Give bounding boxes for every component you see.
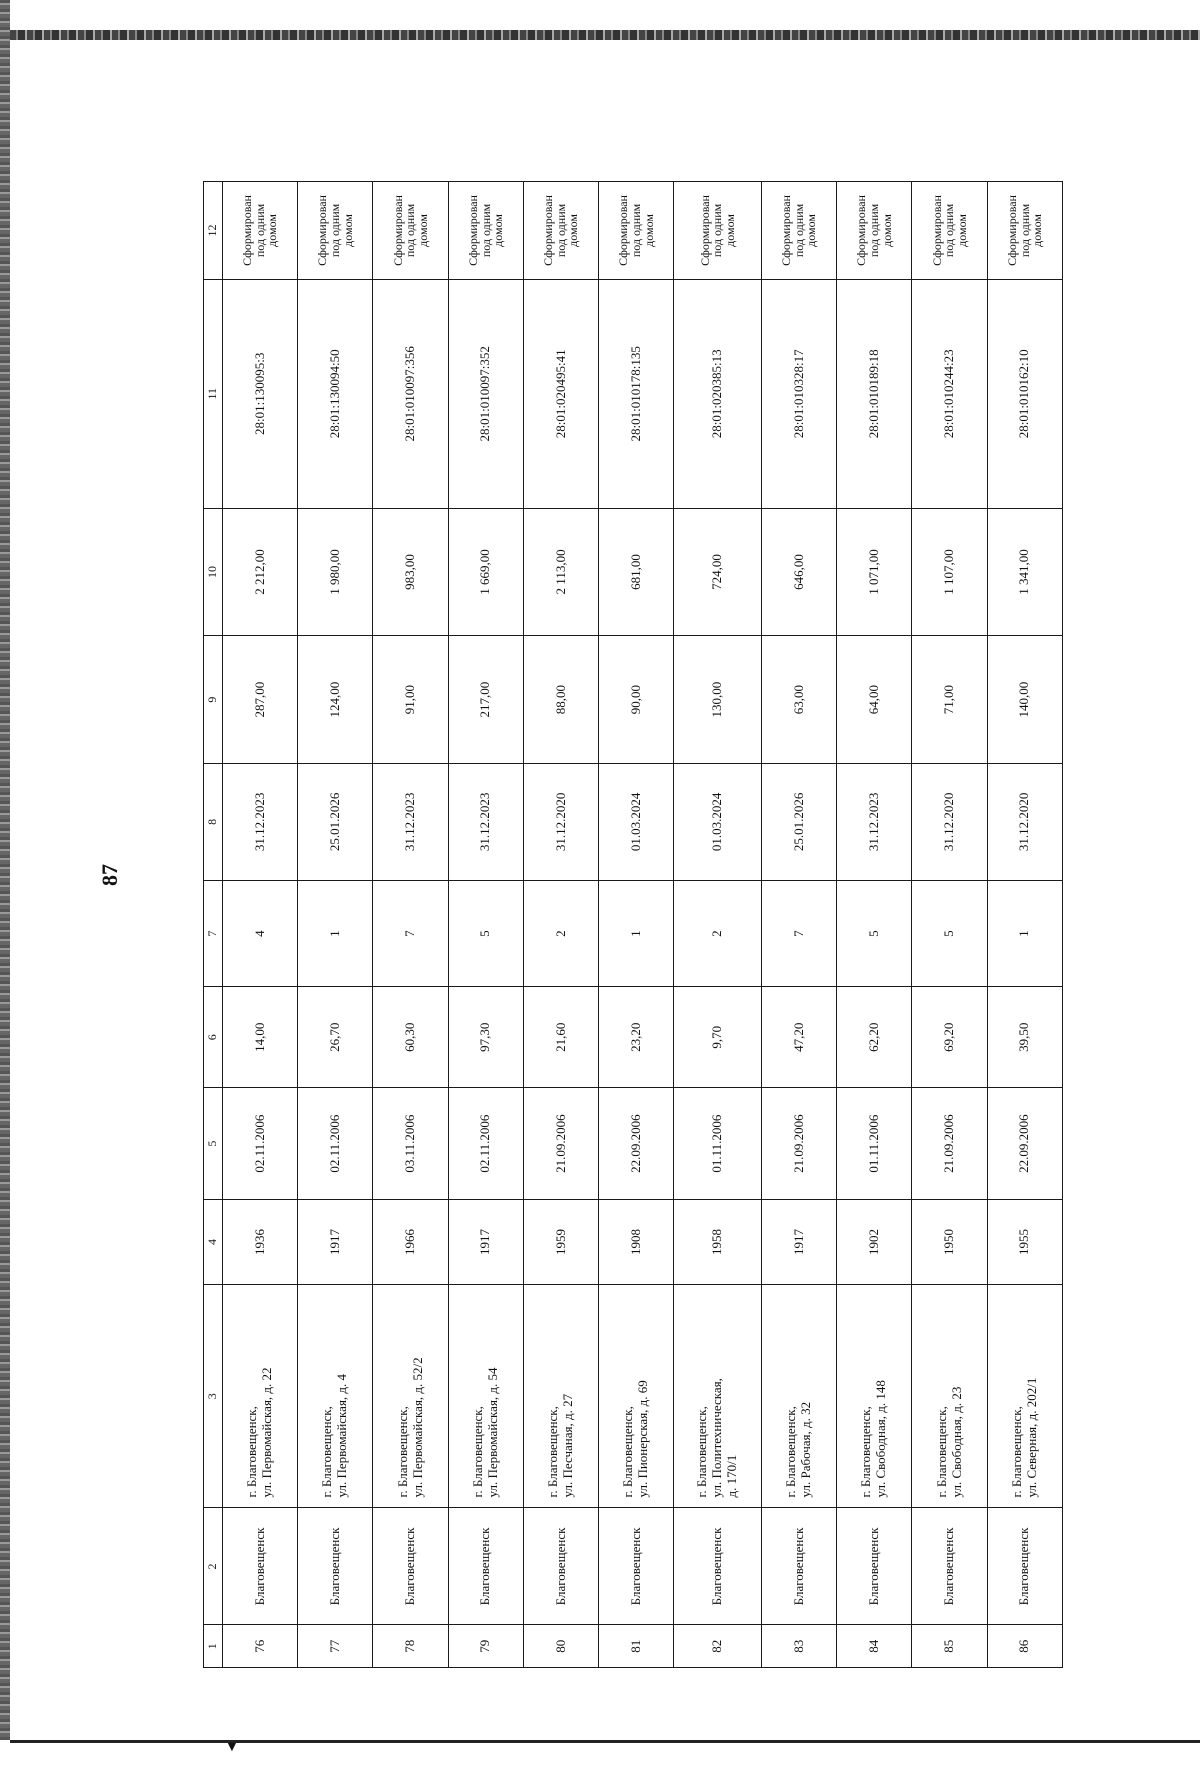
cell-status-line: домом	[804, 214, 819, 247]
cell-value: 1 669,00	[448, 508, 523, 636]
cell-cadastral-number: 28:01:130095:3	[223, 279, 298, 508]
cell-status-line: Сформирован	[616, 195, 631, 266]
cell-address	[373, 1285, 448, 1508]
cell-value: 124,00	[298, 636, 373, 764]
cell-status-line: под одним	[403, 203, 418, 258]
cell-status-line: домом	[491, 214, 506, 247]
cell-count: 7	[762, 880, 837, 986]
column-header: 4	[204, 1199, 223, 1284]
cell-row-number: 78	[373, 1625, 448, 1668]
column-header: 10	[204, 508, 223, 636]
cell-area: 60,30	[373, 987, 448, 1088]
cell-row-number: 82	[674, 1625, 762, 1668]
cell-year: 1959	[523, 1199, 598, 1284]
cell-cadastral-number: 28:01:010178:135	[599, 279, 674, 508]
cell-date: 01.11.2006	[674, 1088, 762, 1200]
cell-address	[762, 1285, 837, 1508]
cell-date: 02.11.2006	[448, 1088, 523, 1200]
cell-address-line: ул. Первомайская, д. 54	[484, 1367, 500, 1498]
cell-status-line: домом	[954, 214, 969, 247]
cell-address-line: г. Благовещенск,	[319, 1406, 335, 1498]
cell-status	[912, 182, 987, 280]
column-header: 12	[204, 182, 223, 280]
cell-cadastral-number: 28:01:010189:18	[837, 279, 912, 508]
registry-table-container	[203, 181, 1063, 1668]
cell-status	[599, 182, 674, 280]
cell-status	[223, 182, 298, 280]
cell-area: 69,20	[912, 987, 987, 1088]
cell-status-line: Сформирован	[240, 195, 255, 266]
cell-address-line: г. Благовещенск,	[783, 1406, 799, 1498]
cell-value: 983,00	[373, 508, 448, 636]
table-row	[298, 182, 373, 1668]
cell-status-line: под одним	[553, 203, 568, 258]
table-row	[448, 182, 523, 1668]
column-header: 6	[204, 987, 223, 1088]
cell-area: 9,70	[674, 987, 762, 1088]
table-row	[762, 182, 837, 1668]
cell-row-number: 77	[298, 1625, 373, 1668]
cell-value: 681,00	[599, 508, 674, 636]
cell-status-line: домом	[879, 214, 894, 247]
cell-address-line: ул. Свободная, д. 23	[948, 1386, 964, 1498]
cell-cadastral-number: 28:01:010328:17	[762, 279, 837, 508]
table-row	[223, 182, 298, 1668]
cell-value: 71,00	[912, 636, 987, 764]
cell-address-line: ул. Свободная, д. 148	[873, 1380, 889, 1498]
cell-status-line: Сформирован	[390, 195, 405, 266]
cell-cadastral-number: 28:01:010097:352	[448, 279, 523, 508]
cell-date: 21.09.2006	[762, 1088, 837, 1200]
page-number: 87	[97, 864, 122, 886]
cell-address-line: ул. Первомайская, д. 4	[334, 1373, 350, 1498]
cell-value: 1 071,00	[837, 508, 912, 636]
cell-date: 25.01.2026	[298, 763, 373, 880]
cell-year: 1966	[373, 1199, 448, 1284]
cell-date: 01.11.2006	[837, 1088, 912, 1200]
cell-status-line: Сформирован	[779, 195, 794, 266]
cell-area: 26,70	[298, 987, 373, 1088]
cell-date: 25.01.2026	[762, 763, 837, 880]
cell-status-line: Сформирован	[1004, 195, 1019, 266]
cell-date: 01.03.2024	[674, 763, 762, 880]
cell-row-number: 81	[599, 1625, 674, 1668]
cell-status	[298, 182, 373, 280]
cell-city: Благовещенск	[837, 1508, 912, 1625]
cell-count: 2	[674, 880, 762, 986]
cell-address-line: ул. Первомайская, д. 52/2	[409, 1357, 425, 1498]
cell-address-line: г. Благовещенск,	[545, 1406, 561, 1498]
cell-area: 21,60	[523, 987, 598, 1088]
cell-status	[762, 182, 837, 280]
cell-status	[523, 182, 598, 280]
cell-year: 1902	[837, 1199, 912, 1284]
cell-status-line: Сформирован	[465, 195, 480, 266]
cell-address	[599, 1285, 674, 1508]
cell-area: 23,20	[599, 987, 674, 1088]
table-row	[674, 182, 762, 1668]
cell-row-number: 80	[523, 1625, 598, 1668]
cell-status-line: домом	[340, 214, 355, 247]
cell-year: 1955	[987, 1199, 1062, 1284]
table-row	[912, 182, 987, 1668]
column-header: 1	[204, 1625, 223, 1668]
cell-city: Благовещенск	[223, 1508, 298, 1625]
table-body	[223, 182, 1063, 1668]
table-row	[599, 182, 674, 1668]
cell-status-line: Сформирован	[541, 195, 556, 266]
cell-status-line: под одним	[628, 203, 643, 258]
column-header: 8	[204, 763, 223, 880]
cell-count: 5	[448, 880, 523, 986]
cell-address	[912, 1285, 987, 1508]
table-row	[373, 182, 448, 1668]
cell-date: 31.12.2020	[912, 763, 987, 880]
cell-status-line: Сформирован	[315, 195, 330, 266]
cell-date: 22.09.2006	[599, 1088, 674, 1200]
cell-cadastral-number: 28:01:010244:23	[912, 279, 987, 508]
cell-year: 1958	[674, 1199, 762, 1284]
cell-date: 02.11.2006	[298, 1088, 373, 1200]
cell-city: Благовещенск	[523, 1508, 598, 1625]
cell-value: 63,00	[762, 636, 837, 764]
cell-address-line: д. 170/1	[724, 1454, 740, 1498]
cell-address-line: г. Благовещенск,	[858, 1406, 874, 1498]
cell-address-line: г. Благовещенск,	[1008, 1406, 1024, 1498]
cell-count: 4	[223, 880, 298, 986]
cell-status-line: под одним	[252, 203, 267, 258]
cell-status	[837, 182, 912, 280]
cell-address-line: ул. Северная, д. 202/1	[1023, 1377, 1039, 1498]
cell-row-number: 79	[448, 1625, 523, 1668]
column-header: 9	[204, 636, 223, 764]
cell-year: 1917	[298, 1199, 373, 1284]
cell-address-line: г. Благовещенск,	[620, 1406, 636, 1498]
cell-cadastral-number: 28:01:020385:13	[674, 279, 762, 508]
cell-status-line: домом	[566, 214, 581, 247]
cell-area: 14,00	[223, 987, 298, 1088]
cell-value: 130,00	[674, 636, 762, 764]
cell-status-line: Сформирован	[697, 195, 712, 266]
cell-cadastral-number: 28:01:020495:41	[523, 279, 598, 508]
cell-address	[837, 1285, 912, 1508]
column-header: 2	[204, 1508, 223, 1625]
cell-date: 31.12.2023	[223, 763, 298, 880]
cell-value: 1 341,00	[987, 508, 1062, 636]
cell-address-line: ул. Песчаная, д. 27	[560, 1393, 576, 1498]
cell-address-line: г. Благовещенск,	[394, 1406, 410, 1498]
cell-status-line: домом	[265, 214, 280, 247]
cell-row-number: 86	[987, 1625, 1062, 1668]
cell-status-line: под одним	[710, 203, 725, 258]
cell-address-line: г. Благовещенск,	[694, 1406, 710, 1498]
cell-value: 646,00	[762, 508, 837, 636]
cell-value: 724,00	[674, 508, 762, 636]
cell-value: 217,00	[448, 636, 523, 764]
cell-area: 39,50	[987, 987, 1062, 1088]
scan-tick-mark: ▼	[225, 1740, 239, 1755]
cell-cadastral-number: 28:01:130094:50	[298, 279, 373, 508]
cell-address	[448, 1285, 523, 1508]
cell-address-line: г. Благовещенск,	[933, 1406, 949, 1498]
cell-year: 1950	[912, 1199, 987, 1284]
cell-date: 31.12.2020	[523, 763, 598, 880]
cell-value: 287,00	[223, 636, 298, 764]
cell-city: Благовещенск	[373, 1508, 448, 1625]
cell-address	[987, 1285, 1062, 1508]
cell-address-line: ул. Первомайская, д. 22	[259, 1367, 275, 1498]
cell-value: 90,00	[599, 636, 674, 764]
cell-date: 22.09.2006	[987, 1088, 1062, 1200]
cell-value: 2 113,00	[523, 508, 598, 636]
cell-city: Благовещенск	[448, 1508, 523, 1625]
cell-row-number: 85	[912, 1625, 987, 1668]
cell-address-line: г. Благовещенск,	[469, 1406, 485, 1498]
cell-status-line: под одним	[791, 203, 806, 258]
cell-date: 01.03.2024	[599, 763, 674, 880]
cell-count: 5	[912, 880, 987, 986]
cell-date: 31.12.2023	[373, 763, 448, 880]
cell-count: 7	[373, 880, 448, 986]
cell-city: Благовещенск	[762, 1508, 837, 1625]
cell-date: 03.11.2006	[373, 1088, 448, 1200]
cell-status-line: Сформирован	[929, 195, 944, 266]
cell-city: Благовещенск	[674, 1508, 762, 1625]
cell-year: 1936	[223, 1199, 298, 1284]
cell-area: 62,20	[837, 987, 912, 1088]
registry-table	[203, 181, 1063, 1668]
table-row	[987, 182, 1062, 1668]
cell-address	[298, 1285, 373, 1508]
cell-value: 64,00	[837, 636, 912, 764]
cell-city: Благовещенск	[298, 1508, 373, 1625]
cell-status-line: домом	[723, 214, 737, 247]
cell-status-line: домом	[415, 214, 430, 247]
cell-date: 31.12.2023	[448, 763, 523, 880]
cell-count: 1	[599, 880, 674, 986]
table-header-row	[204, 182, 223, 1668]
cell-status-line: Сформирован	[854, 195, 869, 266]
cell-address-line: ул. Политехническая,	[709, 1378, 725, 1498]
scan-edge-bottom	[10, 1740, 1200, 1743]
cell-city: Благовещенск	[987, 1508, 1062, 1625]
cell-count: 2	[523, 880, 598, 986]
cell-count: 1	[987, 880, 1062, 986]
cell-count: 1	[298, 880, 373, 986]
cell-address-line: ул. Пионерская, д. 69	[635, 1380, 651, 1498]
cell-status	[448, 182, 523, 280]
cell-row-number: 84	[837, 1625, 912, 1668]
column-header: 5	[204, 1088, 223, 1200]
cell-cadastral-number: 28:01:010097:356	[373, 279, 448, 508]
cell-status-line: домом	[1030, 214, 1045, 247]
cell-value: 1 980,00	[298, 508, 373, 636]
cell-address	[223, 1285, 298, 1508]
cell-date: 31.12.2023	[837, 763, 912, 880]
cell-status-line: под одним	[328, 203, 343, 258]
cell-area: 47,20	[762, 987, 837, 1088]
cell-address	[674, 1285, 762, 1508]
cell-date: 21.09.2006	[523, 1088, 598, 1200]
table-row	[523, 182, 598, 1668]
column-header: 3	[204, 1285, 223, 1508]
scan-edge-top	[10, 30, 1200, 40]
cell-date: 31.12.2020	[987, 763, 1062, 880]
cell-status-line: под одним	[942, 203, 957, 258]
cell-count: 5	[837, 880, 912, 986]
cell-date: 02.11.2006	[223, 1088, 298, 1200]
column-header: 11	[204, 279, 223, 508]
cell-value: 2 212,00	[223, 508, 298, 636]
table-row	[837, 182, 912, 1668]
column-header: 7	[204, 880, 223, 986]
cell-status	[674, 182, 762, 280]
scan-edge-left	[0, 0, 10, 1740]
cell-year: 1917	[762, 1199, 837, 1284]
cell-value: 1 107,00	[912, 508, 987, 636]
cell-status	[987, 182, 1062, 280]
cell-status-line: под одним	[1017, 203, 1032, 258]
cell-status-line: под одним	[478, 203, 493, 258]
cell-value: 91,00	[373, 636, 448, 764]
cell-row-number: 76	[223, 1625, 298, 1668]
cell-area: 97,30	[448, 987, 523, 1088]
cell-status-line: домом	[641, 214, 656, 247]
cell-year: 1908	[599, 1199, 674, 1284]
cell-cadastral-number: 28:01:010162:10	[987, 279, 1062, 508]
cell-year: 1917	[448, 1199, 523, 1284]
cell-row-number: 83	[762, 1625, 837, 1668]
cell-date: 21.09.2006	[912, 1088, 987, 1200]
cell-value: 88,00	[523, 636, 598, 764]
cell-city: Благовещенск	[599, 1508, 674, 1625]
cell-address	[523, 1285, 598, 1508]
cell-status-line: под одним	[867, 203, 882, 258]
cell-status	[373, 182, 448, 280]
cell-city: Благовещенск	[912, 1508, 987, 1625]
cell-address-line: г. Благовещенск,	[244, 1406, 260, 1498]
cell-value: 140,00	[987, 636, 1062, 764]
cell-address-line: ул. Рабочая, д. 32	[798, 1401, 814, 1498]
